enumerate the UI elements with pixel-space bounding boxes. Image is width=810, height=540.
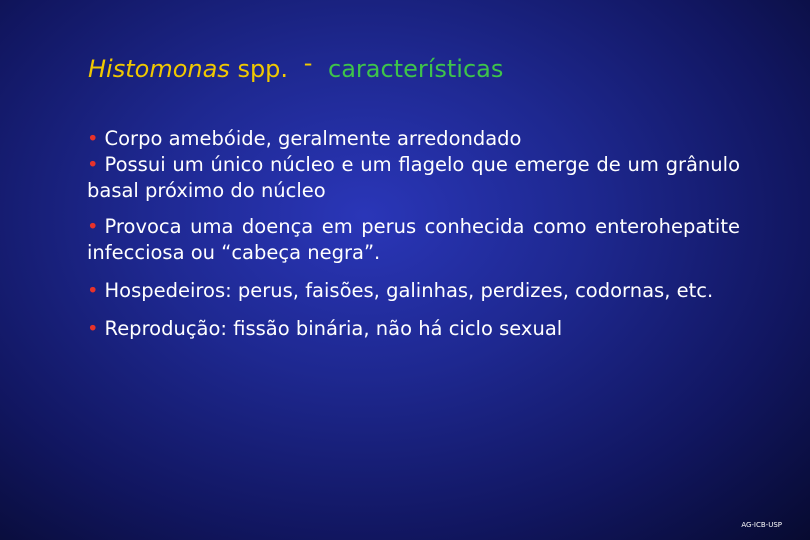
bullet-text: Corpo amebóide, geralmente arredondado <box>104 127 522 150</box>
bullet-list <box>87 126 740 342</box>
bullet-text: Provoca uma doença em perus conhecida como enterohepatite infecciosa ou “cabeça negra”. <box>87 215 740 264</box>
bullet-text: Reprodução: fissão binária, não há ciclo sexual <box>104 317 563 340</box>
title-genus: Histomonas <box>88 55 230 83</box>
bullet-marker: • <box>87 317 99 340</box>
bullet-item-3 <box>87 214 740 266</box>
bullet-item-1 <box>87 126 740 152</box>
bullet-marker: • <box>87 215 99 238</box>
bullet-item-4 <box>87 278 740 304</box>
title-rest: características <box>328 55 504 83</box>
title-spp: spp. <box>237 55 289 83</box>
bullet-item-5 <box>87 316 740 342</box>
footer-credit: AG-ICB-USP <box>741 521 782 529</box>
bullet-text: Possui um único núcleo e um flagelo que emerge de um grânulo basal próximo do núcleo <box>87 153 740 202</box>
bullet-text: Hospedeiros: perus, faisões, galinhas, perdizes, codornas, etc. <box>104 279 714 302</box>
bullet-item-2 <box>87 152 740 204</box>
slide-title <box>88 49 504 86</box>
bullet-marker: • <box>87 153 99 176</box>
title-dash: - <box>303 49 313 77</box>
bullet-marker: • <box>87 279 99 302</box>
bullet-marker: • <box>87 127 99 150</box>
